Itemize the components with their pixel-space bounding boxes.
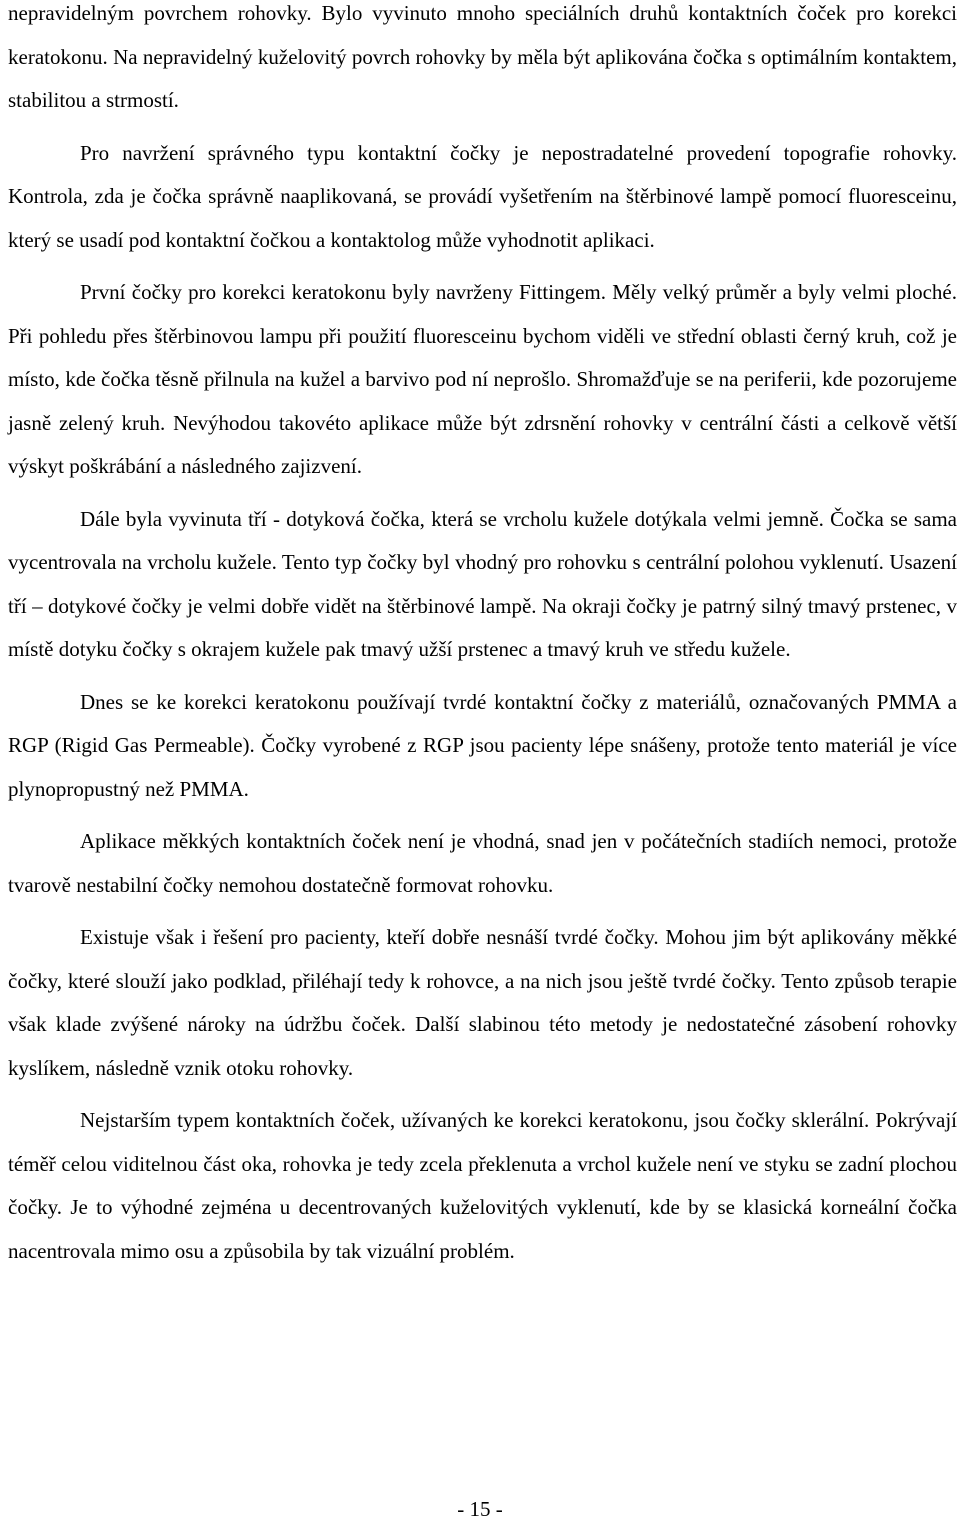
paragraph-topography: Pro navržení správného typu kontaktní čočky je nepostradatelné provedení topografie rohovky. Kontrola, zda je čočka správně naaplikovaná, se provádí vyšetřením na štěrbinové lampě pomocí fluoresceinu, který se usadí pod kontaktní čočkou a kontaktolog může vyhodnotit aplikaci. xyxy=(8,140,957,252)
paragraph-soft-lenses: Aplikace měkkých kontaktních čoček není je vhodná, snad jen v počátečních stadiích nemoci, protože tvarově nestabilní čočky nemohou dostatečně formovat rohovku. xyxy=(8,829,957,897)
paragraph-piggyback: Existuje však i řešení pro pacienty, kteří dobře nesnáší tvrdé čočky. Mohou jim být aplikovány měkké čočky, které slouží jako podklad, přiléhají tedy k rohovce, a na nich jsou ještě tvrdé čočky. Tento způsob terapie však klade zvýšené nároky na údržbu čoček. Další slabinou této metody je nedostatečné zásobení rohovky kyslíkem, následně vznik otoku rohovky. xyxy=(8,925,957,1080)
paragraph-three-point-lens: Dále byla vyvinuta tří - dotyková čočka, která se vrcholu kužele dotýkala velmi jemně. Čočka se sama vycentrovala na vrcholu kužele. Tento typ čočky byl vhodný pro rohovku s centrální polohou vyklenutí. Usazení tří – dotykové čočky je velmi dobře vidět na štěrbinové lampě. Na okraji čočky je patrný silný tmavý prstenec, v místě dotyku čočky s okrajem kužele pak tmavý užší prstenec a tmavý kruh ve středu kužele. xyxy=(8,506,957,661)
paragraph-hard-lenses: Dnes se ke korekci keratokonu používají tvrdé kontaktní čočky z materiálů, označovaných PMMA a RGP (Rigid Gas Permeable). Čočky vyrobené z RGP jsou pacienty lépe snášeny, protože tento materiál je více plynopropustný než PMMA. xyxy=(8,689,957,801)
paragraph-first-lenses: První čočky pro korekci keratokonu byly navrženy Fittingem. Měly velký průměr a byly velmi ploché. Při pohledu přes štěrbinovou lampu při použití fluoresceinu bychom viděli ve střední oblasti černý kruh, což je místo, kde čočka těsně přilnula na kužel a barvivo pod ní neprošlo. Shromažďuje se na periferii, kde pozorujeme jasně zelený kruh. Nevýhodou takovéto aplikace může být zdrsnění rohovky v centrální části a celkově větší výskyt poškrábání a následného zajizvení. xyxy=(8,280,957,478)
page-number: - 15 - xyxy=(457,1497,503,1521)
paragraph-scleral-lenses: Nejstarším typem kontaktních čoček, užívaných ke korekci keratokonu, jsou čočky sklerální. Pokrývají téměř celou viditelnou část oka, rohovka je tedy zcela překlenuta a vrchol kužele není ve styku se zadní plochou čočky. Je to výhodné zejména u decentrovaných kuželovitých vyklenutí, kde by se klasická korneální čočka nacentrovala mimo osu a způsobila by tak vizuální problém. xyxy=(8,1108,957,1263)
body-text xyxy=(8,0,957,1282)
paragraph-continuation: nepravidelným povrchem rohovky. Bylo vyvinuto mnoho speciálních druhů kontaktních čoček pro korekci keratokonu. Na nepravidelný kuželovitý povrch rohovky by měla být aplikována čočka s optimálním kontaktem, stabilitou a strmostí. xyxy=(8,1,957,112)
